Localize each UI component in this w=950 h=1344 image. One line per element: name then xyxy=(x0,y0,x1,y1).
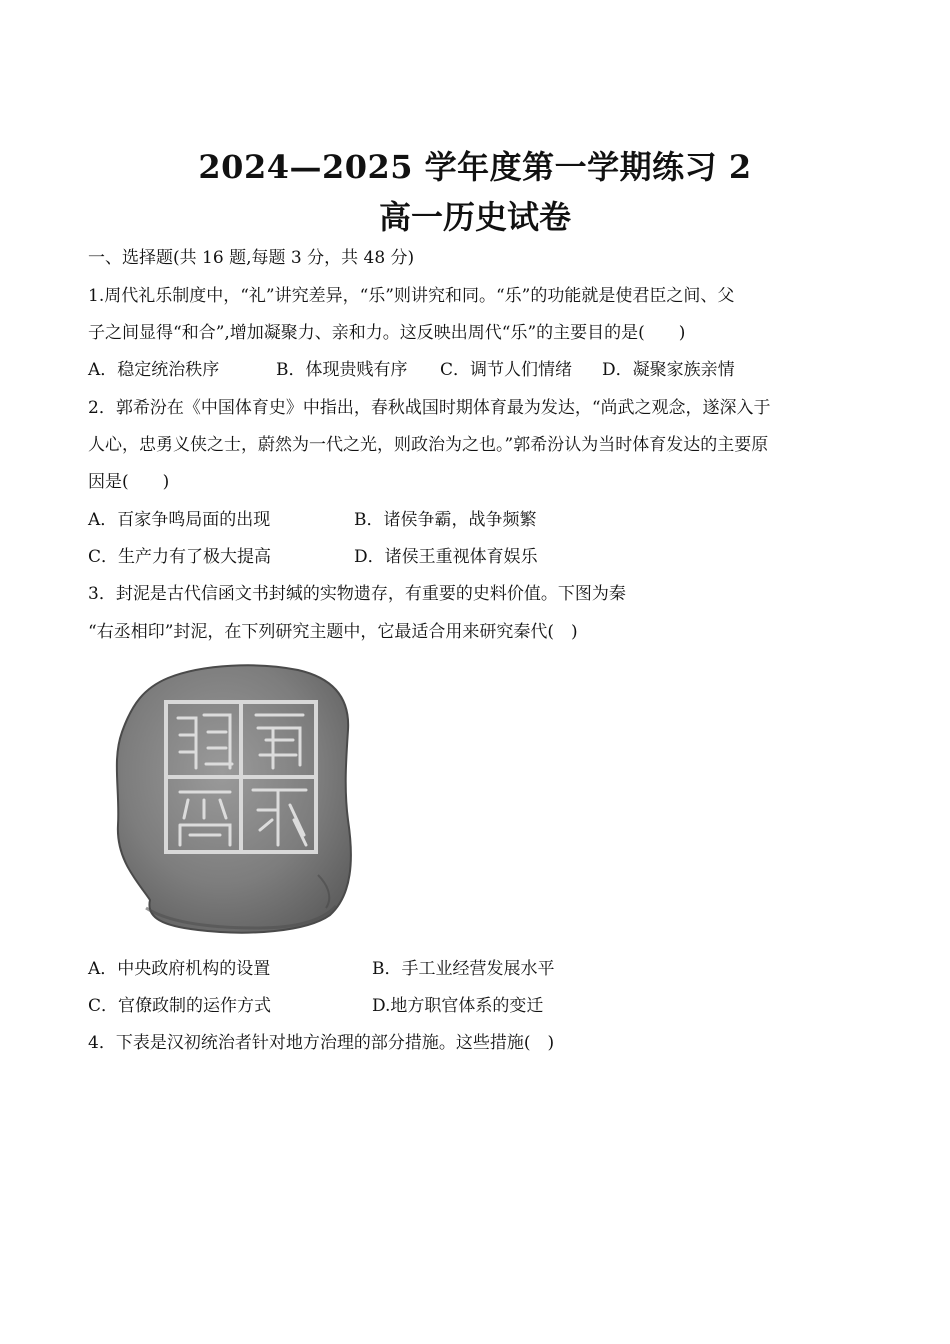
q2-option-d: D．诸侯王重视体育娱乐 xyxy=(354,547,538,567)
q3-line-1: 3．封泥是古代信函文书封缄的实物遗存，有重要的史料价值。下图为秦 xyxy=(88,584,626,604)
q2-line-2: 人心，忠勇义侠之士，蔚然为一代之光，则政治为之也。”郭希汾认为当时体育发达的主要原 xyxy=(88,435,769,455)
q1-option-b: B．体现贵贱有序 xyxy=(276,360,408,380)
q1-line-2: 子之间显得“和合”,增加凝聚力、亲和力。这反映出周代“乐”的主要目的是( ) xyxy=(88,323,686,343)
exam-title: 2024—2025 学年度第一学期练习 2 xyxy=(198,148,752,186)
q4-line-1: 4．下表是汉初统治者针对地方治理的部分措施。这些措施( ) xyxy=(88,1033,555,1053)
q1-option-a: A．稳定统治秩序 xyxy=(88,360,220,380)
exam-subtitle: 高一历史试卷 xyxy=(378,198,571,236)
q2-line-1: 2．郭希汾在《中国体育史》中指出，春秋战国时期体育最为发达，“尚武之观念，遂深入于 xyxy=(88,398,771,418)
q2-line-3: 因是( ) xyxy=(88,472,170,492)
q1-option-d: D．凝聚家族亲情 xyxy=(602,360,735,380)
q3-line-2: “右丞相印”封泥，在下列研究主题中，它最适合用来研究秦代( ) xyxy=(88,622,578,642)
q2-option-b: B．诸侯争霸，战争频繁 xyxy=(354,510,537,530)
q3-option-a: A．中央政府机构的设置 xyxy=(88,959,271,979)
q3-option-d: D.地方职官体系的变迁 xyxy=(372,996,544,1016)
q3-option-c: C．官僚政制的运作方式 xyxy=(88,996,272,1016)
q2-option-a: A．百家争鸣局面的出现 xyxy=(88,510,271,530)
clay-seal-figure xyxy=(108,660,358,938)
q1-line-1: 1.周代礼乐制度中，“礼”讲究差异，“乐”则讲究和同。“乐”的功能就是使君臣之间、父 xyxy=(88,286,735,306)
q3-option-b: B．手工业经营发展水平 xyxy=(372,959,555,979)
section-heading: 一、选择题(共 16 题,每题 3 分，共 48 分) xyxy=(88,248,415,268)
q1-option-c: C．调节人们情绪 xyxy=(440,360,573,380)
q2-option-c: C．生产力有了极大提高 xyxy=(88,547,272,567)
clay-seal-icon xyxy=(108,660,358,938)
